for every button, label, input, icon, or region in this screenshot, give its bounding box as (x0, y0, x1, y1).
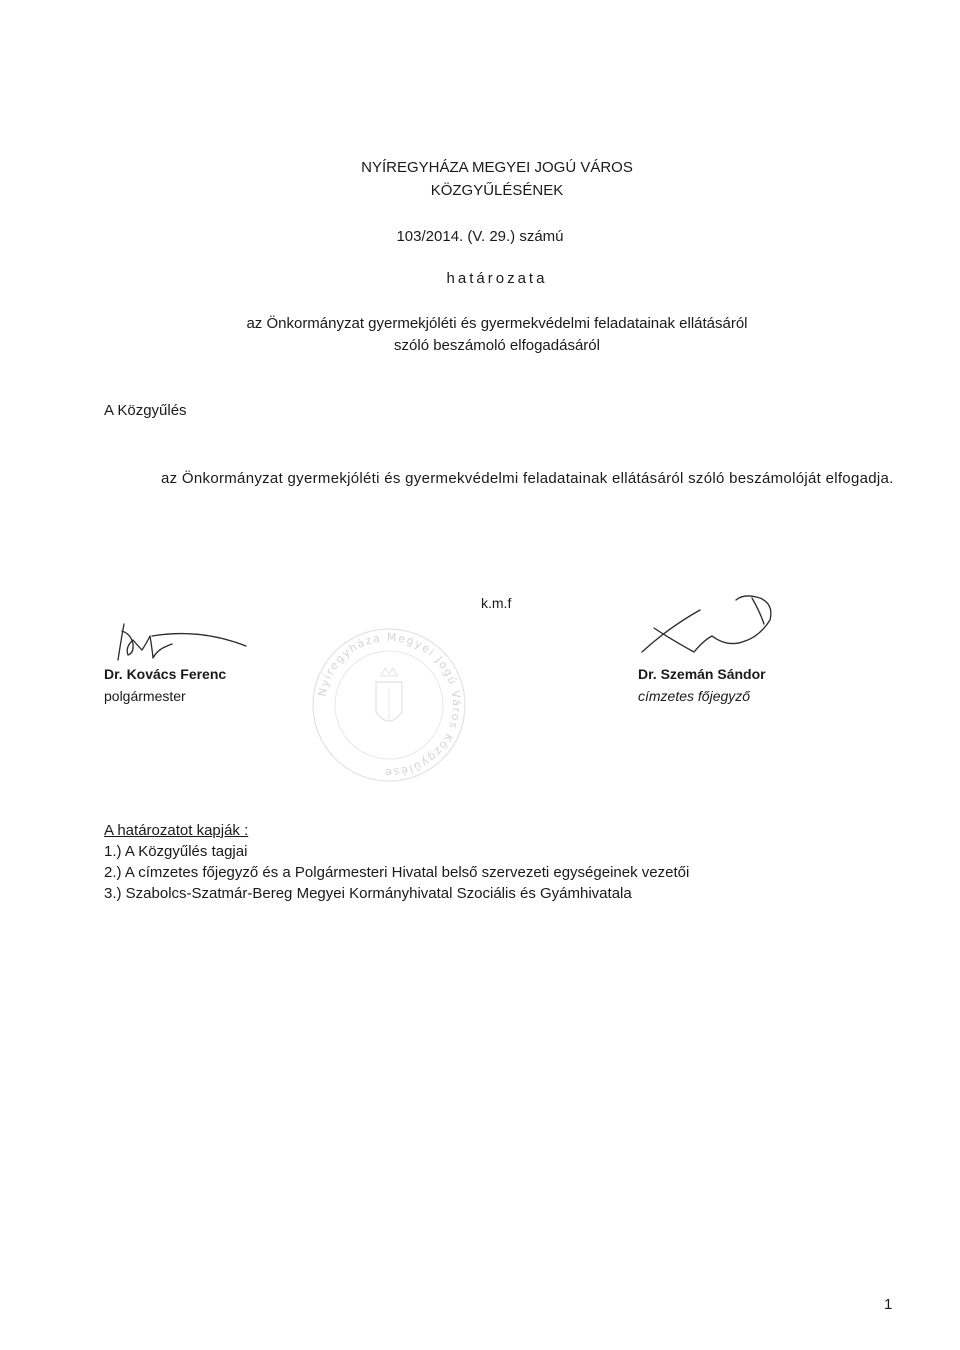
document-type: határozata (446, 270, 548, 287)
notary-signature (642, 596, 771, 652)
page-number: 1 (884, 1296, 893, 1313)
recipient-item: 1.) A Közgyűlés tagjai (104, 843, 248, 860)
seal-text: Nyíregyháza Megyei Jogú Város Közgyűlése (315, 630, 464, 780)
kmf-closing: k.m.f (481, 595, 512, 611)
notary-title: címzetes főjegyző (638, 688, 751, 704)
subject-line-1: az Önkormányzat gyermekjóléti és gyermekvédelmi feladatainak ellátásáról (246, 315, 748, 332)
recipient-item: 2.) A címzetes főjegyző és a Polgármesteri Hivatal belső szervezeti egységeinek vezetői (104, 864, 690, 881)
mayor-signature (118, 624, 246, 660)
subject-line-2: szóló beszámoló elfogadásáról (394, 337, 600, 354)
issuer-line-2: KÖZGYŰLÉSÉNEK (430, 182, 564, 199)
assembly-label: A Közgyűlés (104, 402, 187, 419)
mayor-name: Dr. Kovács Ferenc (104, 666, 227, 682)
mayor-title: polgármester (104, 688, 186, 704)
notary-name: Dr. Szemán Sándor (638, 666, 766, 682)
resolution-number: 103/2014. (V. 29.) számú (396, 228, 564, 245)
issuer-line-1: NYÍREGYHÁZA MEGYEI JOGÚ VÁROS (361, 159, 633, 176)
recipient-item: 3.) Szabolcs-Szatmár-Bereg Megyei Kormányhivatal Szociális és Gyámhivatala (104, 885, 632, 902)
recipients-heading: A határozatot kapják : (104, 822, 249, 839)
decision-text: az Önkormányzat gyermekjóléti és gyermekvédelmi feladatainak ellátásáról szóló beszámolóját elfogadja. (161, 470, 894, 487)
